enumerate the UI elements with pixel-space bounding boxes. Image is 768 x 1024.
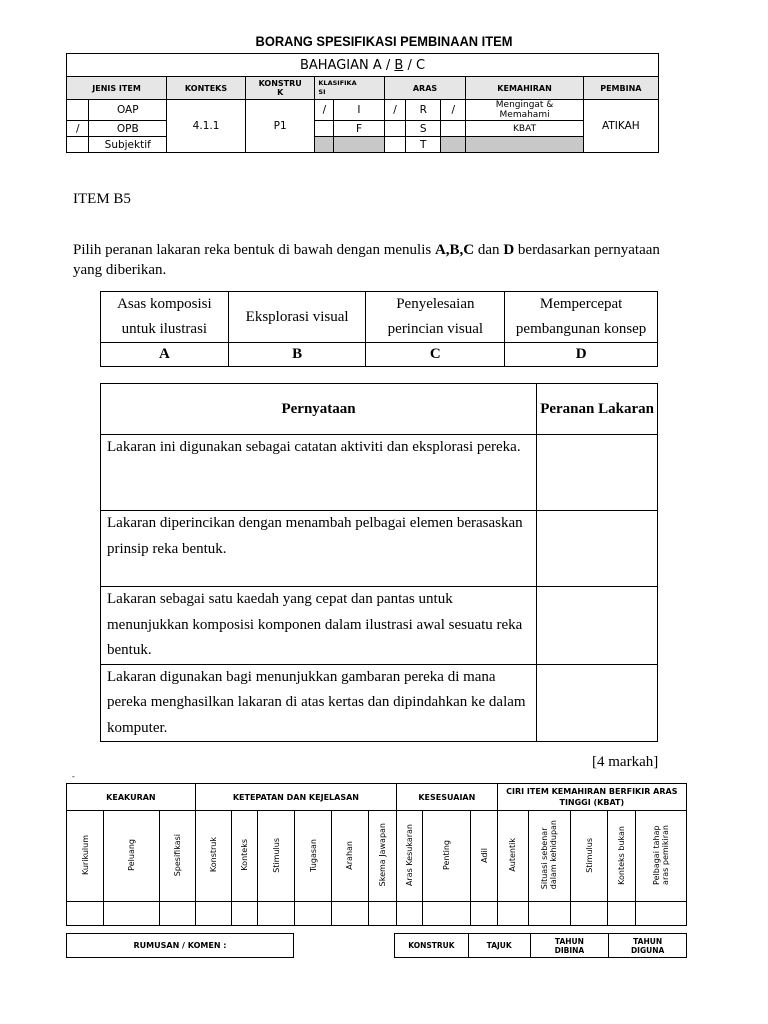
- form-title: BORANG SPESIFIKASI PEMBINAAN ITEM: [255, 33, 513, 49]
- score-cell[interactable]: [397, 902, 423, 926]
- statements-table: [100, 383, 658, 742]
- aras-mark-r: /: [384, 100, 406, 121]
- bahagian-heading: BAHAGIAN A / B / C: [67, 54, 659, 77]
- kemahiran-mark-2: [441, 121, 466, 137]
- aras-mark-t: [384, 137, 406, 153]
- jenis-label-opb: OPB: [89, 121, 167, 137]
- kemahiran-mark-1: /: [441, 100, 466, 121]
- group-ketepatan-kejelasan: KETEPATAN DAN KEJELASAN: [195, 784, 396, 811]
- group-kesesuaian: KESESUAIAN: [397, 784, 498, 811]
- score-cell[interactable]: [423, 902, 471, 926]
- criterion-konteks-bukan: Konteks bukan: [608, 811, 635, 902]
- criterion-tugasan: Tugasan: [295, 811, 331, 902]
- criterion-penting: Penting: [423, 811, 471, 902]
- item-specification-table: [66, 53, 659, 153]
- option-b-text: Eksplorasi visual: [228, 292, 366, 343]
- score-cell[interactable]: [104, 902, 159, 926]
- score-cell[interactable]: [258, 902, 295, 926]
- statement-column-header: Pernyataan: [101, 384, 537, 435]
- answer-cell-4[interactable]: [537, 664, 658, 742]
- score-cell[interactable]: [608, 902, 635, 926]
- klasifikasi-label-i: I: [334, 100, 384, 121]
- kemahiran-header: KEMAHIRAN: [466, 77, 583, 100]
- score-cell[interactable]: [295, 902, 331, 926]
- score-cell[interactable]: [195, 902, 231, 926]
- statement-row-3: Lakaran sebagai satu kaedah yang cepat dan pantas untuk menunjukkan komposisi komponen dalam ilustrasi awal sesuatu reka bentuk.: [101, 587, 537, 665]
- criterion-konteks: Konteks: [232, 811, 258, 902]
- klasifikasi-blank-mark: [315, 137, 334, 153]
- aras-header: ARAS: [384, 77, 466, 100]
- option-d-letter: D: [505, 343, 658, 367]
- marks-label: [4 markah]: [592, 754, 659, 770]
- jenis-label-oap: OAP: [89, 100, 167, 121]
- criterion-stimulus: Stimulus: [258, 811, 295, 902]
- kemahiran-label-1: Mengingat & Memahami: [466, 100, 583, 121]
- tahun-dibina-field: TAHUN DIBINA: [530, 934, 609, 958]
- konstruk-value: P1: [245, 100, 314, 153]
- role-column-header: Peranan Lakaran: [537, 384, 658, 435]
- statement-row-2: Lakaran diperincikan dengan menambah pelbagai elemen berasaskan prinsip reka bentuk.: [101, 511, 537, 587]
- option-d-text: Mempercepat pembangunan konsep: [505, 292, 658, 343]
- konstruk-header: KONSTRU K: [245, 77, 314, 100]
- kemahiran-label-2: KBAT: [466, 121, 583, 137]
- instruction-bold-letters: A,B,C: [434, 242, 475, 258]
- metadata-table: [394, 933, 687, 958]
- klasifikasi-mark-f: [315, 121, 334, 137]
- kemahiran-blank-label: [466, 137, 583, 153]
- tajuk-field: TAJUK: [468, 934, 530, 958]
- jenis-mark-subjektif: [67, 137, 89, 153]
- instruction-bold-d: D: [503, 242, 515, 258]
- criterion-kurikulum: Kurikulum: [67, 811, 104, 902]
- klasifikasi-mark-i: /: [315, 100, 334, 121]
- options-table: [100, 291, 658, 367]
- score-cell[interactable]: [635, 902, 687, 926]
- answer-cell-3[interactable]: [537, 587, 658, 665]
- group-keakuran: KEAKURAN: [67, 784, 196, 811]
- statement-row-1: Lakaran ini digunakan sebagai catatan aktiviti dan eksplorasi pereka.: [101, 435, 537, 511]
- kemahiran-blank-mark: [441, 137, 466, 153]
- score-cell[interactable]: [571, 902, 608, 926]
- aras-mark-s: [384, 121, 406, 137]
- score-cell[interactable]: [497, 902, 528, 926]
- score-cell[interactable]: [471, 902, 497, 926]
- assessment-criteria-table: [66, 783, 687, 926]
- criterion-arahan: Arahan: [331, 811, 368, 902]
- jenis-label-subjektif: Subjektif: [89, 137, 167, 153]
- criterion-spesifikasi: Spesifikasi: [159, 811, 195, 902]
- criterion-peluang: Peluang: [104, 811, 159, 902]
- criterion-adil: Adil: [471, 811, 497, 902]
- criterion-situasi-sebenar: Situasi sebenar dalam kehidupan: [528, 811, 570, 902]
- criterion-stimulus-kbat: Stimulus: [571, 811, 608, 902]
- score-cell[interactable]: [67, 902, 104, 926]
- pembina-header: PEMBINA: [583, 77, 658, 100]
- konstruk-field: KONSTRUK: [395, 934, 469, 958]
- tahun-diguna-field: TAHUN DIGUNA: [609, 934, 687, 958]
- criterion-skema-jawapan: Skema Jawapan: [368, 811, 396, 902]
- konteks-header: KONTEKS: [167, 77, 246, 100]
- score-cell[interactable]: [368, 902, 396, 926]
- question-instruction: Pilih peranan lakaran reka bentuk di bawah dengan menulis A,B,C dan D berdasarkan pernyataan yang diberikan.: [73, 242, 660, 278]
- statement-row-4: Lakaran digunakan bagi menunjukkan gambaran pereka di mana pereka menghasilkan lakaran di atas kertas dan dipindahkan ke dalam komputer.: [101, 664, 537, 742]
- pembina-value: ATIKAH: [583, 100, 658, 153]
- criterion-konstruk: Konstruk: [195, 811, 231, 902]
- rumusan-komen-box[interactable]: RUMUSAN / KOMEN :: [66, 933, 294, 958]
- item-label: ITEM B5: [73, 191, 131, 207]
- stray-mark: -: [72, 772, 75, 781]
- aras-label-t: T: [406, 137, 441, 153]
- option-a-letter: A: [101, 343, 229, 367]
- klasifikasi-label-f: F: [334, 121, 384, 137]
- criterion-aras-kesukaran: Aras Kesukaran: [397, 811, 423, 902]
- bahagian-b-selected: B: [394, 57, 404, 73]
- group-ciri-kbat: CIRI ITEM KEMAHIRAN BERFIKIR ARAS TINGGI (KBAT): [497, 784, 686, 811]
- jenis-item-header: JENIS ITEM: [67, 77, 167, 100]
- option-c-text: Penyelesaian perincian visual: [366, 292, 505, 343]
- criterion-pelbagai-tahap: Pelbagai tahap aras pemikiran: [635, 811, 687, 902]
- klasifikasi-blank-label: [334, 137, 384, 153]
- score-cell[interactable]: [232, 902, 258, 926]
- option-b-letter: B: [228, 343, 366, 367]
- jenis-mark-opb: /: [67, 121, 89, 137]
- score-cell[interactable]: [528, 902, 570, 926]
- criterion-autentik: Autentik: [497, 811, 528, 902]
- score-cell[interactable]: [159, 902, 195, 926]
- konteks-value: 4.1.1: [167, 100, 246, 153]
- option-a-text: Asas komposisi untuk ilustrasi: [101, 292, 229, 343]
- jenis-mark-oap: [67, 100, 89, 121]
- aras-label-s: S: [406, 121, 441, 137]
- option-c-letter: C: [366, 343, 505, 367]
- answer-cell-1[interactable]: [537, 435, 658, 511]
- aras-label-r: R: [406, 100, 441, 121]
- klasifikasi-header: KLASIFIKA SI: [315, 77, 384, 100]
- answer-cell-2[interactable]: [537, 511, 658, 587]
- score-cell[interactable]: [331, 902, 368, 926]
